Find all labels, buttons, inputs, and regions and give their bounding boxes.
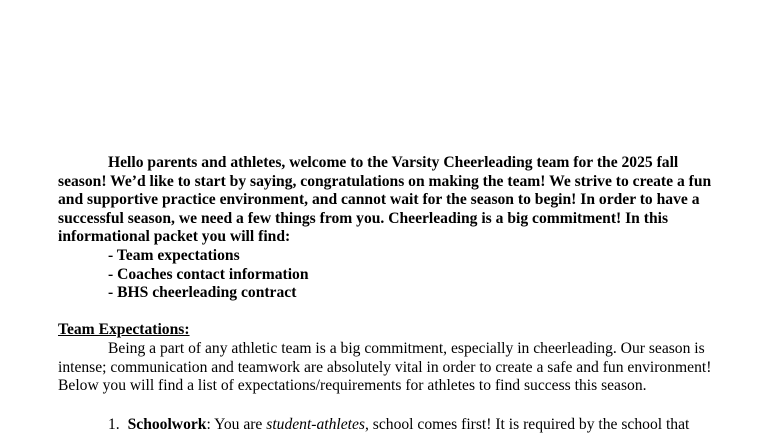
document-body bbox=[58, 154, 722, 434]
list-item: - Coaches contact information bbox=[108, 265, 309, 283]
expectation-item-schoolwork bbox=[58, 416, 722, 435]
item-term: Schoolwork bbox=[127, 415, 207, 433]
team-expectations-paragraph: Being a part of any athletic team is a big commitment, especially in cheerleading. Our season is intense; communication and teamwork are absolutely vital in order to create a safe and fun environment! Below you will find a list of expectations/requirements for athletes to find success this season. bbox=[58, 339, 712, 395]
item-text-lead: : You are bbox=[206, 415, 267, 433]
packet-contents-list bbox=[58, 247, 722, 303]
item-number: 1. bbox=[108, 415, 120, 433]
item-text-rest: , school comes first! It is required by the school that bbox=[365, 415, 690, 433]
item-emphasis: student-athletes bbox=[266, 415, 365, 433]
team-expectations-heading: Team Expectations: bbox=[58, 321, 190, 339]
intro-paragraph: Hello parents and athletes, welcome to the Varsity Cheerleading team for the 2025 fall season! We’d like to start by saying, congratulations on making the team! We strive to create a fun and supportive practice environment, and cannot wait for the season to begin! In order to have a successful season, we need a few things from you. Cheerleading is a big commitment! In this informational packet you will find: bbox=[58, 154, 712, 246]
list-item: - BHS cheerleading contract bbox=[108, 284, 297, 302]
list-item: - Team expectations bbox=[108, 246, 240, 264]
